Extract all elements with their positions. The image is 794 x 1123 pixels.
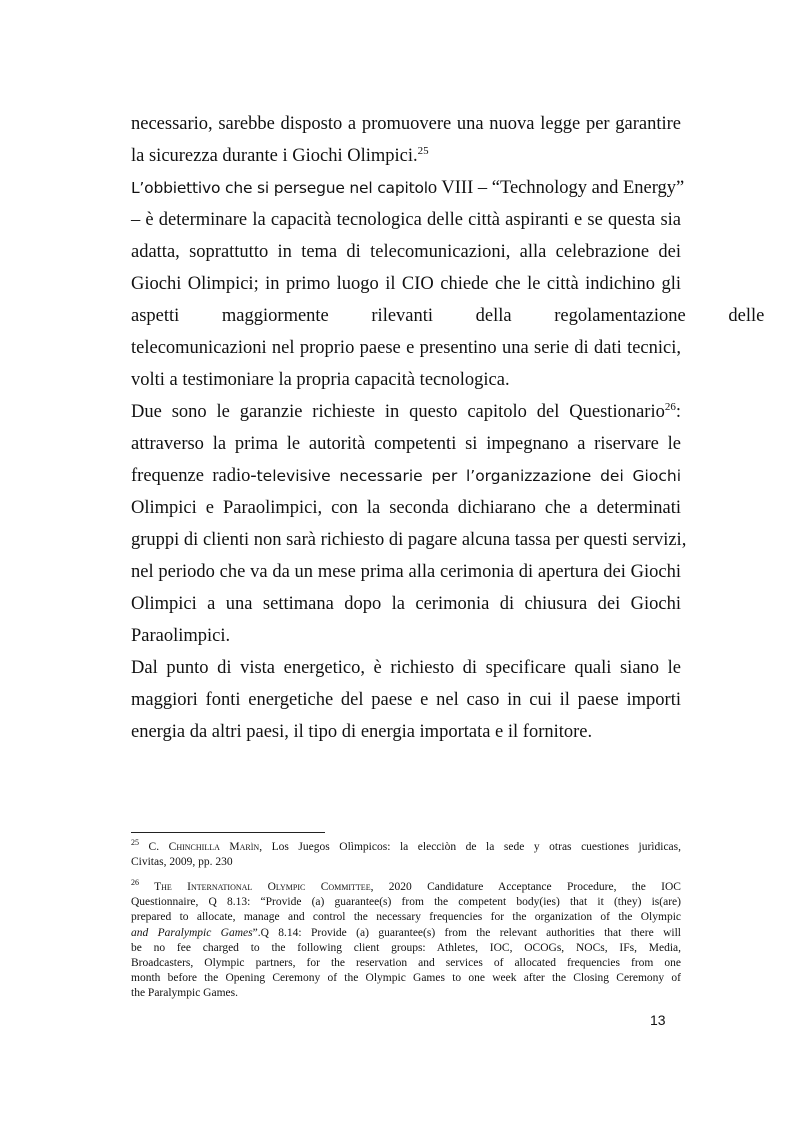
text-line: Paraolimpici. bbox=[131, 626, 231, 646]
footnote-line bbox=[131, 880, 681, 895]
footnote-26 bbox=[131, 880, 681, 1002]
footnote-line: Civitas, 2009, pp. 230 bbox=[131, 856, 233, 869]
text-line: aspetti maggiormente rilevanti della regolamentazione delle bbox=[131, 306, 765, 326]
text-span: Q 8.14: Provide (a) guarantee(s) from the relevant authorities that there will bbox=[260, 926, 681, 939]
text-line: Giochi Olimpici; in primo luogo il CIO chiede che le città indichino gli bbox=[131, 274, 681, 294]
author-name: Chinchilla Marìn bbox=[168, 841, 260, 853]
page-number: 13 bbox=[650, 1012, 666, 1028]
text-line: adatta, soprattutto in tema di telecomunicazioni, alla celebrazione dei bbox=[131, 242, 681, 262]
footnote-ref-26[interactable]: 26 bbox=[664, 401, 676, 413]
text-span: televisive necessarie per l’organizzazione dei Giochi bbox=[256, 467, 682, 485]
text-line: gruppi di clienti non sarà richiesto di pagare alcuna tassa per questi servizi, bbox=[131, 530, 687, 550]
footnote-line: Broadcasters, Olympic partners, for the reservation and services of allocated frequencies from one bbox=[131, 956, 681, 969]
text-line bbox=[131, 396, 681, 428]
text-span: C. bbox=[139, 841, 169, 853]
text-line: Dal punto di vista energetico, è richiesto di specificare quali siano le bbox=[131, 658, 681, 678]
footnote-line: Questionnaire, Q 8.13: “Provide (a) guarantee(s) from the competent body(ies) that it (they) is(are) bbox=[131, 896, 681, 909]
text-span: L’obbiettivo che si persegue nel capitol bbox=[131, 179, 428, 197]
text-line: nel periodo che va da un mese prima alla cerimonia di apertura dei Giochi bbox=[131, 562, 681, 582]
text-line: volti a testimoniare la propria capacità tecnologica. bbox=[131, 370, 510, 390]
text-span: , 2020 Candidature Acceptance Procedure, the IOC bbox=[370, 881, 681, 893]
text-line: – è determinare la capacità tecnologica delle città aspiranti e se questa sia bbox=[131, 210, 681, 230]
author-name: The International Olympic Committee bbox=[139, 881, 371, 893]
text-span: la sicurezza durante i Giochi Olimpici. bbox=[131, 146, 418, 166]
footnote-line: the Paralympic Games. bbox=[131, 987, 238, 1000]
footnote-line: month before the Opening Ceremony of the Olympic Games to one week after the Closing Ceremony of bbox=[131, 972, 681, 985]
footnote-number: 26 bbox=[131, 878, 139, 887]
footnote-line: prepared to allocate, manage and control the necessary frequencies for the organization of the Olympic bbox=[131, 911, 681, 924]
text-line bbox=[131, 172, 685, 204]
footnote-25 bbox=[131, 840, 681, 870]
footnote-line bbox=[131, 840, 681, 855]
text-line bbox=[131, 460, 681, 492]
text-span: and Paralympic Games bbox=[131, 926, 253, 939]
text-line: maggiori fonti energetiche del paese e nel caso in cui il paese importi bbox=[131, 690, 681, 710]
text-line bbox=[131, 140, 681, 172]
footnote-line: be no fee charged to the following client groups: Athletes, IOC, OCOGs, NOCs, IFs, Media, bbox=[131, 941, 681, 954]
footnote-line bbox=[131, 926, 681, 941]
text-span: , Los Juegos Olìmpicos: la elecciòn de la sede y otras cuestiones jurìdicas, bbox=[259, 841, 682, 853]
text-line: attraverso la prima le autorità competenti si impegnano a riservare le bbox=[131, 434, 681, 454]
footnote-separator bbox=[131, 832, 325, 833]
text-line: Olimpici e Paraolimpici, con la seconda dichiarano che a determinati bbox=[131, 498, 681, 518]
text-span: frequenze radio- bbox=[131, 466, 257, 486]
footnote-number: 25 bbox=[131, 838, 139, 847]
text-span: o VIII – “Technology and Energy” bbox=[427, 178, 685, 198]
text-line: telecomunicazioni nel proprio paese e presentino una serie di dati tecnici, bbox=[131, 338, 681, 358]
text-span: Due sono le garanzie richieste in questo capitolo del Questionario bbox=[131, 402, 665, 422]
text-line: Olimpici a una settimana dopo la cerimonia di chiusura dei Giochi bbox=[131, 594, 681, 614]
text-line: necessario, sarebbe disposto a promuovere una nuova legge per garantire bbox=[131, 114, 681, 134]
footnote-ref-25[interactable]: 25 bbox=[417, 145, 429, 157]
text-span: : bbox=[675, 402, 681, 422]
text-line: energia da altri paesi, il tipo di energia importata e il fornitore. bbox=[131, 722, 593, 742]
text-span: ”. bbox=[252, 926, 261, 939]
